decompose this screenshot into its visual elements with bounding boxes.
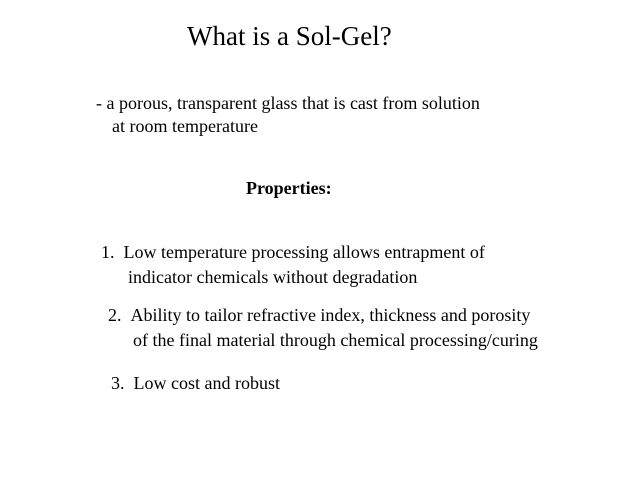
property-item-3-line-1: Low cost and robust xyxy=(133,373,280,393)
property-item-3 xyxy=(111,371,280,396)
property-item-1 xyxy=(101,240,485,290)
definition-text xyxy=(96,92,480,138)
slide-title: What is a Sol-Gel? xyxy=(187,21,392,51)
property-item-2-row xyxy=(108,303,538,328)
property-item-3-number: 3. xyxy=(111,373,125,393)
property-item-1-line-2: indicator chemicals without degradation xyxy=(128,267,418,287)
definition-line-2: at room temperature xyxy=(112,116,258,136)
property-item-1-row xyxy=(101,240,485,265)
definition-line-1: - a porous, transparent glass that is cast from solution xyxy=(96,93,480,113)
property-item-2-line-2: of the final material through chemical processing/curing xyxy=(133,330,538,350)
property-item-1-number: 1. xyxy=(101,242,115,262)
property-item-2 xyxy=(108,303,538,353)
property-item-2-number: 2. xyxy=(108,305,122,325)
property-item-1-line-1: Low temperature processing allows entrapment of xyxy=(123,242,485,262)
property-item-3-row xyxy=(111,371,280,396)
property-item-2-line-1: Ability to tailor refractive index, thickness and porosity xyxy=(130,305,531,325)
properties-heading: Properties: xyxy=(246,178,332,198)
